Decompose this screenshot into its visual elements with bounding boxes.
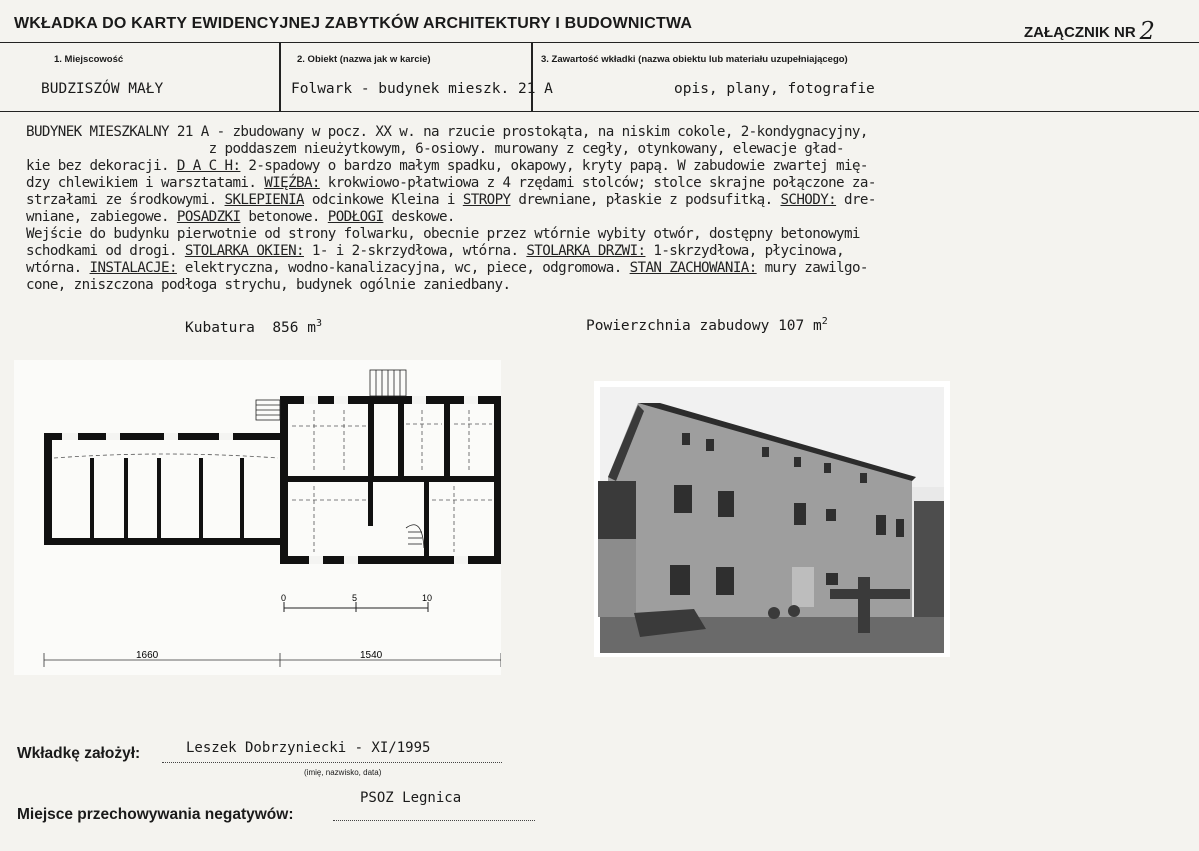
desc-line (26, 226, 1176, 243)
desc-heading: PODŁOGI (327, 209, 384, 225)
scale-label-0: 0 (281, 593, 287, 603)
field-divider (279, 43, 281, 111)
negatives-storage-dotted-line (333, 820, 535, 821)
scale-label-5: 5 (352, 593, 358, 603)
desc-text: BUDYNEK MIESZKALNY 21 A - zbudowany w pocz. XX w. na rzucie prostokąta, na niskim cokole, 2-kondygnacyjny, (26, 124, 868, 140)
photograph-image (594, 381, 950, 657)
area-label: Powierzchnia zabudowy (586, 317, 770, 334)
desc-text: z poddaszem nieużytkowym, 6-osiowy. murowany z cegły, otynkowany, elewacje gład- (26, 141, 844, 157)
floor-plan (14, 360, 501, 675)
created-by-value: Leszek Dobrzyniecki - XI/1995 (186, 740, 431, 756)
desc-line (26, 158, 1176, 175)
desc-heading: STOLARKA DRZWI: (526, 243, 646, 259)
desc-heading: SKLEPIENIA (224, 192, 304, 208)
field-divider (531, 43, 533, 111)
plan-walls (44, 396, 501, 564)
volume-metric (185, 318, 322, 336)
desc-text: betonowe. (240, 209, 328, 225)
area-value: 107 m (778, 317, 822, 334)
desc-text: deskowe. (383, 209, 455, 225)
desc-heading: STROPY (462, 192, 511, 208)
desc-heading: STOLARKA OKIEN: (184, 243, 304, 259)
desc-text: dzy chlewikiem i warsztatami. (26, 175, 265, 191)
floor-plan-drawing (14, 360, 501, 675)
desc-text: krokwiowo-płatwiowa z 4 rzędami stolców; stolce skrajne połączone za- (319, 175, 876, 191)
content-value: opis, plany, fotografie (674, 81, 875, 97)
volume-unit-exponent: 3 (315, 318, 322, 329)
desc-heading: D A C H: (176, 158, 241, 174)
desc-heading: SCHODY: (780, 192, 837, 208)
area-metric (586, 316, 828, 334)
desc-line (26, 260, 1176, 277)
created-by-label: Wkładkę założył: (17, 745, 141, 762)
volume-value: 856 m (272, 319, 316, 336)
negatives-storage-label: Miejsce przechowywania negatywów: (17, 806, 294, 823)
desc-text: strzałami ze środkowymi. (26, 192, 225, 208)
sheet-title: WKŁADKA DO KARTY EWIDENCYJNEJ ZABYTKÓW ARCHITEKTURY I BUDOWNICTWA (14, 15, 693, 32)
locality-label: 1. Miejscowość (54, 54, 124, 65)
plan-scale-bar (284, 602, 428, 612)
desc-text: schodkami od drogi. (26, 243, 185, 259)
desc-line (26, 277, 1176, 294)
desc-text: 2-spadowy o bardzo małym spadku, okapowy, kryty papą. W zabudowie zwartej mię- (240, 158, 868, 174)
desc-text: 1- i 2-skrzydłowa, wtórna. (303, 243, 527, 259)
locality-value: BUDZISZÓW MAŁY (41, 81, 164, 97)
area-unit-exponent: 2 (821, 316, 828, 327)
content-label: 3. Zawartość wkładki (nazwa obiektu lub materiału uzupełniającego) (541, 54, 848, 65)
desc-line (26, 192, 1176, 209)
desc-text: wniane, zabiegowe. (26, 209, 177, 225)
volume-label: Kubatura (185, 319, 255, 336)
created-by-hint: (imię, nazwisko, data) (304, 768, 382, 777)
attachment-number-value: 2 (1139, 17, 1155, 45)
desc-text: elektryczna, wodno-kanalizacyjna, wc, piece, odgromowa. (176, 260, 630, 276)
desc-text: cone, zniszczona podłoga strychu, budynek ogólnie zaniedbany. (26, 277, 511, 293)
desc-text: Wejście do budynku pierwotnie od strony folwarku, obecnie przez wtórnie wybity otwór, dostępny betonowymi (26, 226, 860, 242)
desc-heading: STAN ZACHOWANIA: (629, 260, 757, 276)
dimension-right: 1540 (360, 650, 383, 661)
negatives-storage-value: PSOZ Legnica (360, 790, 462, 806)
attachment-number (1024, 15, 1155, 43)
building-description (26, 124, 1176, 294)
plan-dimension-line (44, 653, 501, 667)
desc-text: odcinkowe Kleina i (303, 192, 463, 208)
desc-line (26, 175, 1176, 192)
sheet-header (0, 0, 1199, 43)
desc-line (26, 141, 1176, 158)
desc-line (26, 243, 1176, 260)
object-label: 2. Obiekt (nazwa jak w karcie) (297, 54, 431, 65)
desc-text: dre- (836, 192, 876, 208)
object-value: Folwark - budynek mieszk. 21 A (291, 81, 553, 97)
desc-heading: WIĘŹBA: (264, 175, 320, 191)
attachment-label: ZAŁĄCZNIK NR (1024, 24, 1136, 41)
desc-text: 1-skrzydłowa, płycinowa, (645, 243, 845, 259)
desc-line (26, 209, 1176, 226)
desc-text: mury zawilgo- (756, 260, 868, 276)
created-by-dotted-line (162, 762, 502, 763)
building-photograph (594, 381, 950, 657)
desc-heading: INSTALACJE: (89, 260, 177, 276)
desc-line (26, 124, 1176, 141)
desc-text: wtórna. (26, 260, 90, 276)
scale-label-10: 10 (422, 593, 433, 603)
desc-heading: POSADZKI (176, 209, 241, 225)
desc-text: drewniane, płaskie z podsufitką. (510, 192, 781, 208)
desc-text: kie bez dekoracji. (26, 158, 177, 174)
dimension-left: 1660 (136, 650, 159, 661)
fields-row (0, 43, 1199, 112)
